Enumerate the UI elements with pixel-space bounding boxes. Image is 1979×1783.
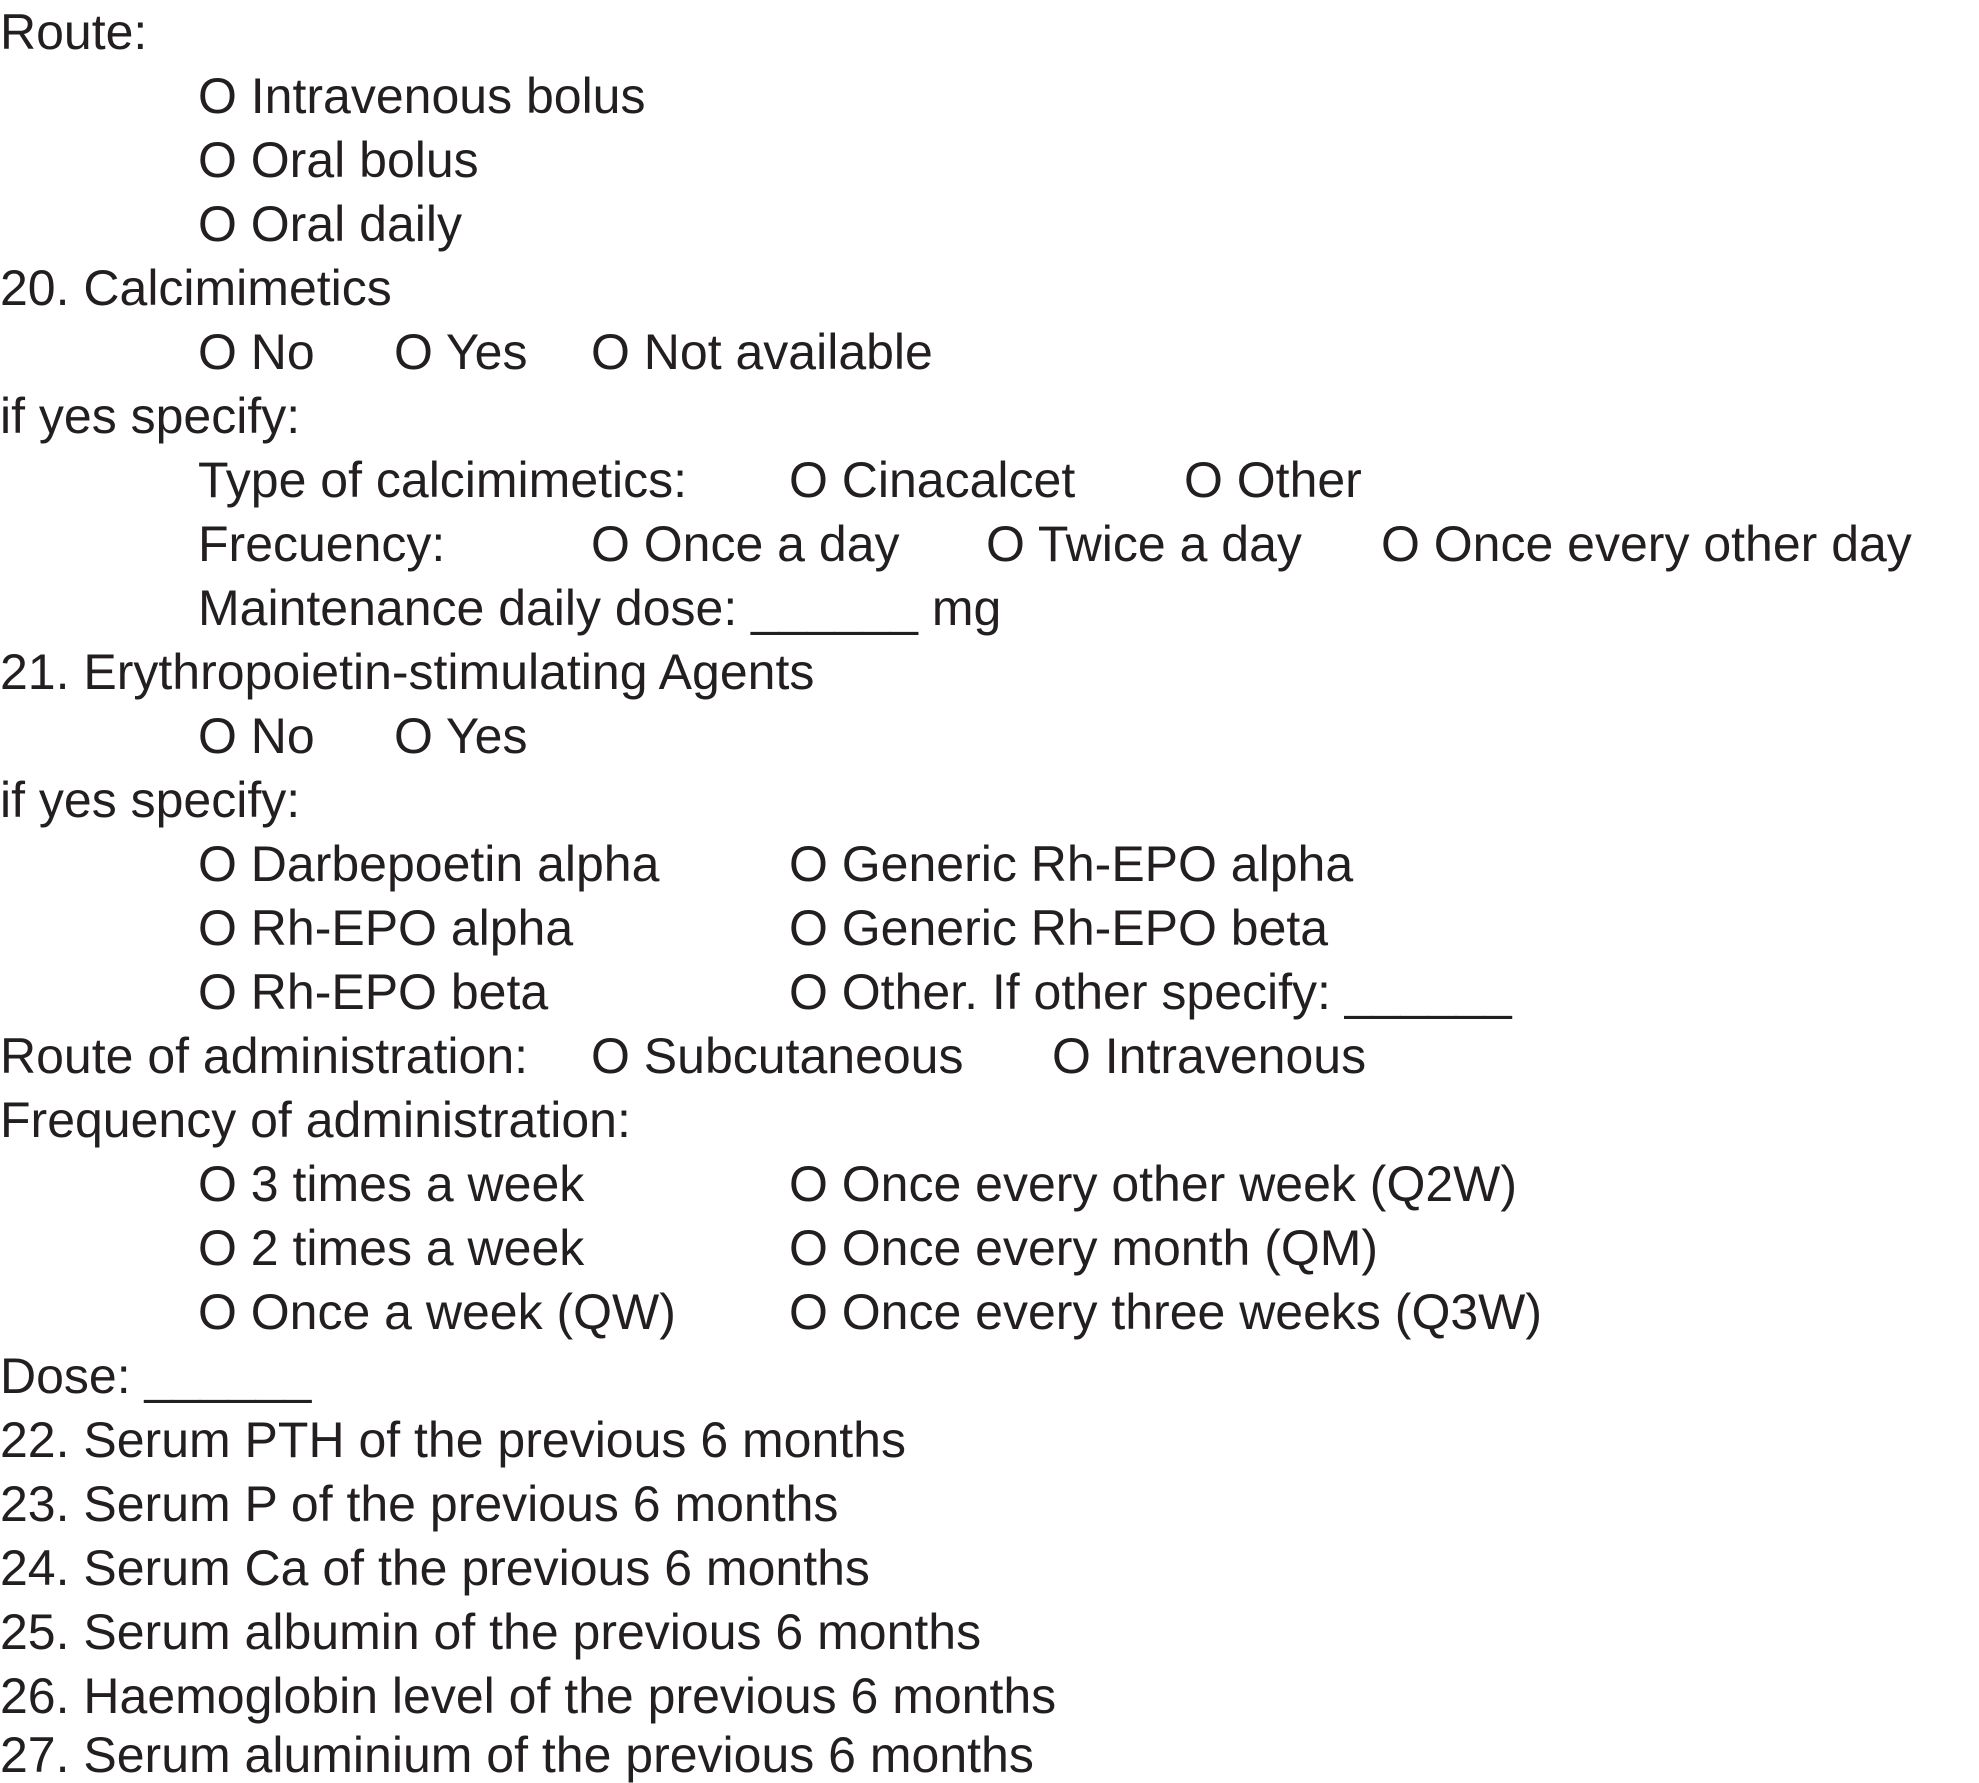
item-22: 22. Serum PTH of the previous 6 months — [0, 1412, 906, 1468]
q21-options-row — [0, 704, 1979, 768]
q21-agents-row — [0, 960, 1979, 1024]
q21-route-label: Route of administration: — [0, 1028, 529, 1084]
q20-option-no[interactable]: O No — [198, 324, 315, 380]
q20-frequency-every-other-day[interactable]: O Once every other day — [1381, 516, 1912, 572]
q21-option-no[interactable]: O No — [198, 708, 315, 764]
q21-freq-qw[interactable]: O Once a week (QW) — [198, 1284, 676, 1340]
q21-agent-generic-alpha[interactable]: O Generic Rh-EPO alpha — [789, 836, 1354, 892]
item-27: 27. Serum aluminium of the previous 6 months — [0, 1727, 1034, 1783]
q20-option-not-available[interactable]: O Not available — [591, 324, 933, 380]
q20-maintenance-dose[interactable]: Maintenance daily dose: ______ mg — [198, 580, 1002, 636]
q20-options-row — [0, 320, 1979, 384]
q20-title: 20. Calcimimetics — [0, 260, 392, 316]
q21-frequency-label: Frequency of administration: — [0, 1092, 631, 1148]
q21-frequency-row — [0, 1280, 1979, 1344]
q21-frequency-row — [0, 1216, 1979, 1280]
route-label: Route: — [0, 4, 148, 60]
route-option-iv-bolus[interactable]: O Intravenous bolus — [198, 68, 646, 124]
q20-type-row — [0, 448, 1979, 512]
q20-frequency-label: Frecuency: — [198, 516, 446, 572]
q21-agent-generic-beta[interactable]: O Generic Rh-EPO beta — [789, 900, 1329, 956]
q21-option-yes[interactable]: O Yes — [394, 708, 528, 764]
route-option-oral-daily[interactable]: O Oral daily — [198, 196, 462, 252]
q21-agents-row — [0, 832, 1979, 896]
q21-freq-qm[interactable]: O Once every month (QM) — [789, 1220, 1379, 1276]
item-26: 26. Haemoglobin level of the previous 6 months — [0, 1668, 1057, 1724]
q21-if-yes-label: if yes specify: — [0, 772, 301, 828]
q21-agent-rh-epo-alpha[interactable]: O Rh-EPO alpha — [198, 900, 574, 956]
item-24: 24. Serum Ca of the previous 6 months — [0, 1540, 870, 1596]
q20-type-cinacalcet[interactable]: O Cinacalcet — [789, 452, 1076, 508]
q21-route-intravenous[interactable]: O Intravenous — [1052, 1028, 1367, 1084]
q21-freq-3-times-week[interactable]: O 3 times a week — [198, 1156, 585, 1212]
q21-route-row — [0, 1024, 1979, 1088]
q21-freq-q3w[interactable]: O Once every three weeks (Q3W) — [789, 1284, 1543, 1340]
item-23: 23. Serum P of the previous 6 months — [0, 1476, 839, 1532]
item-25: 25. Serum albumin of the previous 6 months — [0, 1604, 982, 1660]
q21-title: 21. Erythropoietin-stimulating Agents — [0, 644, 815, 700]
q21-agent-rh-epo-beta[interactable]: O Rh-EPO beta — [198, 964, 549, 1020]
q20-type-other[interactable]: O Other — [1184, 452, 1362, 508]
q21-freq-q2w[interactable]: O Once every other week (Q2W) — [789, 1156, 1518, 1212]
q20-frequency-twice-a-day[interactable]: O Twice a day — [986, 516, 1302, 572]
q21-agent-other[interactable]: O Other. If other specify: ______ — [789, 964, 1512, 1020]
q20-frequency-once-a-day[interactable]: O Once a day — [591, 516, 900, 572]
q21-agents-row — [0, 896, 1979, 960]
q21-frequency-row — [0, 1152, 1979, 1216]
q21-freq-2-times-week[interactable]: O 2 times a week — [198, 1220, 585, 1276]
q20-option-yes[interactable]: O Yes — [394, 324, 528, 380]
q21-route-subcutaneous[interactable]: O Subcutaneous — [591, 1028, 964, 1084]
route-option-oral-bolus[interactable]: O Oral bolus — [198, 132, 479, 188]
q20-type-label: Type of calcimimetics: — [198, 452, 688, 508]
q21-dose[interactable]: Dose: ______ — [0, 1348, 312, 1404]
q21-agent-darbepoetin[interactable]: O Darbepoetin alpha — [198, 836, 660, 892]
q20-if-yes-label: if yes specify: — [0, 388, 301, 444]
q20-frequency-row — [0, 512, 1979, 576]
